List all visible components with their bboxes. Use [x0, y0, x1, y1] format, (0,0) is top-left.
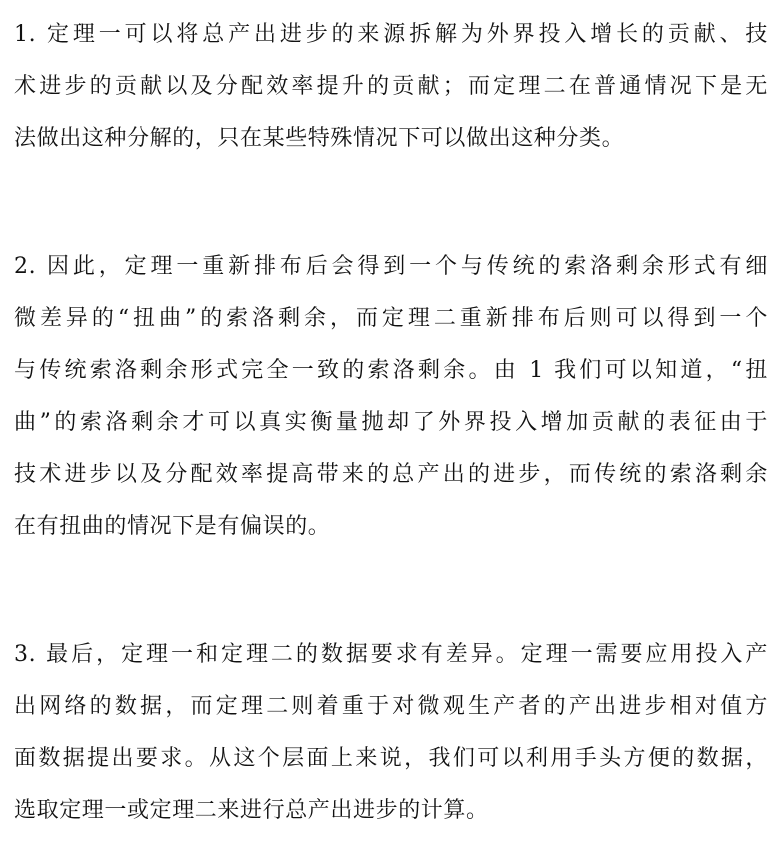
paragraph-3-line-2: 出网络的数据，而定理二则着重于对微观生产者的产出进步相对值方 — [14, 694, 768, 719]
paragraph-2-line-3: 与传统索洛剩余形式完全一致的索洛剩余。由 1 我们可以知道，“扭 — [14, 358, 768, 383]
paragraph-2-line-2: 微差异的“扭曲”的索洛剩余，而定理二重新排布后则可以得到一个 — [14, 306, 768, 331]
paragraph-1 — [14, 9, 768, 165]
paragraph-3-line-1: 3. 最后，定理一和定理二的数据要求有差异。定理一需要应用投入产 — [14, 642, 768, 667]
paragraph-2-line-6: 在有扭曲的情况下是有偏误的。 — [14, 514, 331, 539]
paragraph-3-line-3: 面数据提出要求。从这个层面上来说，我们可以利用手头方便的数据， — [14, 746, 768, 771]
paragraph-3 — [14, 629, 768, 837]
paragraph-3-line-4: 选取定理一或定理二来进行总产出进步的计算。 — [14, 798, 489, 823]
paragraph-2-line-5: 技术进步以及分配效率提高带来的总产出的进步，而传统的索洛剩余 — [14, 462, 768, 487]
paragraph-2-line-4: 曲”的索洛剩余才可以真实衡量抛却了外界投入增加贡献的表征由于 — [14, 410, 768, 435]
paragraph-2-line-1: 2. 因此，定理一重新排布后会得到一个与传统的索洛剩余形式有细 — [14, 254, 768, 279]
paragraph-2 — [14, 241, 768, 553]
paragraph-1-line-1: 1. 定理一可以将总产出进步的来源拆解为外界投入增长的贡献、技 — [14, 22, 768, 47]
paragraph-1-line-3: 法做出这种分解的，只在某些特殊情况下可以做出这种分类。 — [14, 126, 625, 151]
paragraph-1-line-2: 术进步的贡献以及分配效率提升的贡献；而定理二在普通情况下是无 — [14, 74, 768, 99]
